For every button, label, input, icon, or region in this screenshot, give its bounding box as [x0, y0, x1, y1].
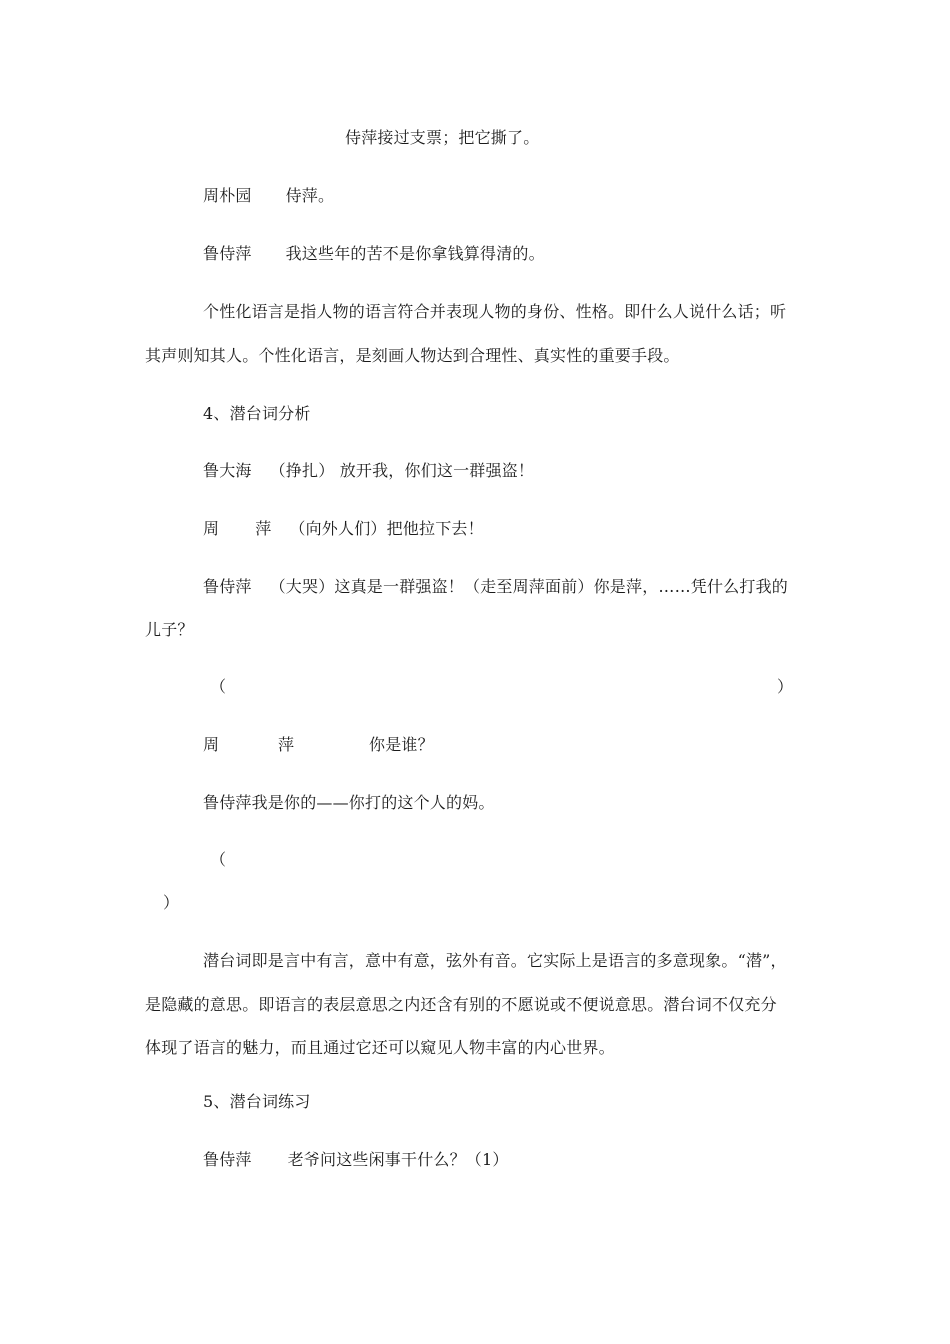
paragraph-line: 是隐藏的意思。即语言的表层意思之内还含有别的不愿说或不便说意思。潜台词不仅充分 — [145, 995, 777, 1014]
dialogue-text: （向外人们）把他拉下去！ — [289, 519, 484, 538]
paragraph-line: 潜台词即是言中有言，意中有意，弦外有音。它实际上是语言的多意现象。“潜”， — [203, 951, 787, 970]
speaker: 鲁大海 — [203, 461, 252, 480]
dialogue-line — [203, 577, 788, 597]
dialogue-line — [203, 244, 545, 264]
speaker-part: 萍 — [255, 519, 272, 538]
speaker: 鲁侍萍 — [203, 577, 252, 596]
dialogue-line: 鲁侍萍我是你的——你打的这个人的妈。 — [203, 793, 495, 812]
dialogue-continuation: 儿子？ — [145, 620, 194, 639]
answer-blank-close: ） — [777, 677, 794, 696]
speaker: 周朴园 — [203, 186, 252, 205]
section-heading: 4、潜台词分析 — [203, 404, 311, 423]
speaker-part: 周 — [203, 735, 220, 754]
dialogue-line — [203, 1150, 509, 1170]
paragraph-line: 其声则知其人。个性化语言，是刻画人物达到合理性、真实性的重要手段。 — [145, 346, 680, 365]
dialogue-text: 你是谁？ — [369, 735, 434, 754]
dialogue-line — [203, 519, 484, 539]
dialogue-text: 我这些年的苦不是你拿钱算得清的。 — [285, 244, 545, 263]
speaker-part: 萍 — [278, 735, 295, 754]
answer-blank-open: （ — [210, 850, 227, 869]
section-heading: 5、潜台词练习 — [203, 1092, 311, 1111]
dialogue-line — [203, 461, 534, 481]
stage-direction: 侍萍接过支票；把它撕了。 — [345, 128, 540, 147]
dialogue-text: 侍萍。 — [285, 186, 335, 205]
paragraph-line: 体现了语言的魅力，而且通过它还可以窥见人物丰富的内心世界。 — [145, 1038, 615, 1057]
answer-blank-open: （ — [210, 677, 227, 696]
dialogue-text: 老爷问这些闲事干什么？（1） — [287, 1150, 509, 1169]
dialogue-line — [203, 735, 434, 755]
dialogue-line — [203, 186, 334, 206]
speaker: 鲁侍萍 — [203, 244, 252, 263]
dialogue-text: （大哭）这真是一群强盗！（走至周萍面前）你是萍，……凭什么打我的 — [269, 577, 789, 596]
paragraph-line: 个性化语言是指人物的语言符合并表现人物的身份、性格。即什么人说什么话；听 — [203, 302, 787, 321]
answer-blank-close: ） — [163, 893, 180, 912]
speaker-part: 周 — [203, 519, 220, 538]
dialogue-text: （挣扎） 放开我，你们这一群强盗！ — [269, 461, 535, 480]
speaker: 鲁侍萍 — [203, 1150, 252, 1169]
